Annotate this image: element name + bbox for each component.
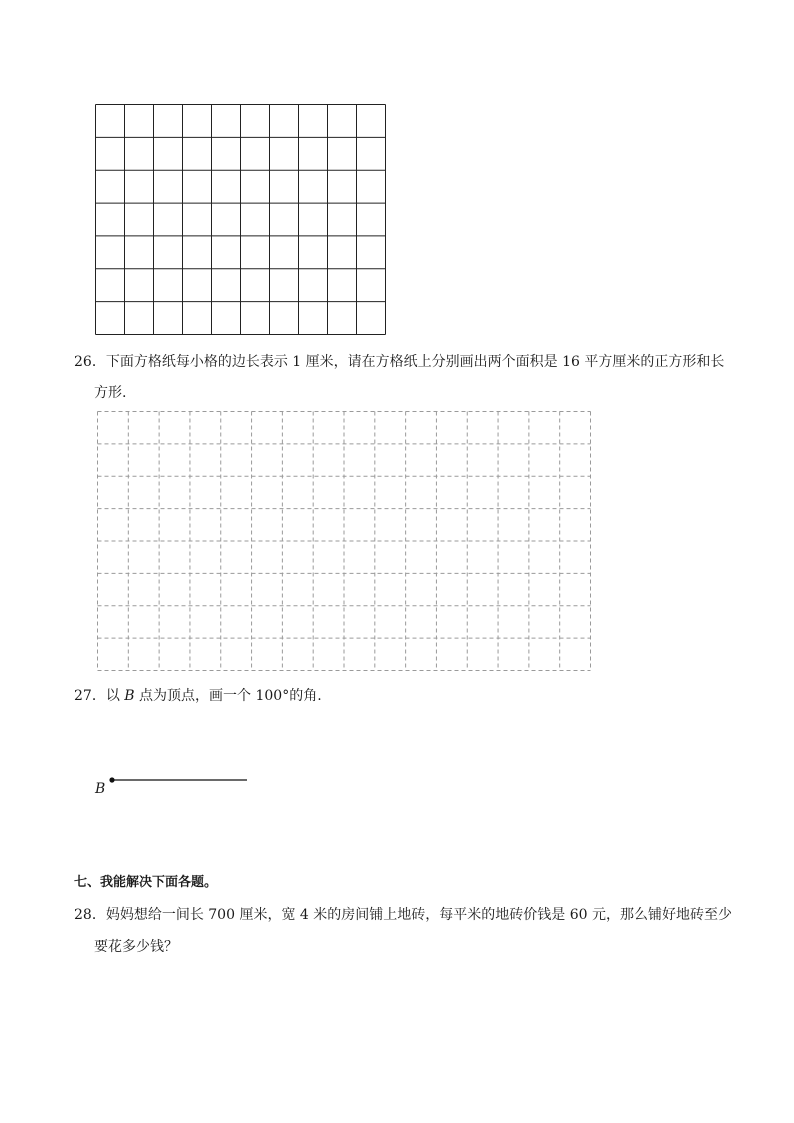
- dashed-square-grid: [97, 411, 591, 671]
- question-26-text-line2: 方形.: [94, 385, 127, 401]
- question-27-point-variable: B: [124, 688, 135, 704]
- question-27-text-pre: 以: [105, 688, 125, 704]
- question-26: 26．下面方格纸每小格的边长表示 1 厘米，请在方格纸上分别画出两个面积是 16 平方厘米的正方形和长: [74, 354, 725, 370]
- solid-square-grid: [95, 104, 387, 336]
- question-28-number: 28: [74, 907, 92, 923]
- point-b-label: B: [95, 781, 106, 797]
- ray-from-point-b: [100, 770, 260, 800]
- question-27-number: 27: [74, 688, 92, 704]
- question-27: 27．以 B 点为顶点，画一个 100°的角.: [74, 688, 322, 704]
- question-28-text-line2: 要花多少钱？: [94, 939, 178, 955]
- question-28-text-line1: 妈妈想给一间长 700 厘米，宽 4 米的房间铺上地砖，每平米的地砖价钱是 60 元，那么铺好地砖至少: [105, 907, 732, 923]
- question-28: 28．妈妈想给一间长 700 厘米，宽 4 米的房间铺上地砖，每平米的地砖价钱是 60 元，那么铺好地砖至少: [74, 907, 732, 923]
- section-7-heading: 七、我能解决下面各题。: [74, 875, 218, 890]
- question-27-text-post: 点为顶点，画一个 100°的角.: [134, 688, 322, 704]
- question-26-text-line1: 下面方格纸每小格的边长表示 1 厘米，请在方格纸上分别画出两个面积是 16 平方厘米的正方形和长: [105, 354, 725, 370]
- question-26-number: 26: [74, 354, 92, 370]
